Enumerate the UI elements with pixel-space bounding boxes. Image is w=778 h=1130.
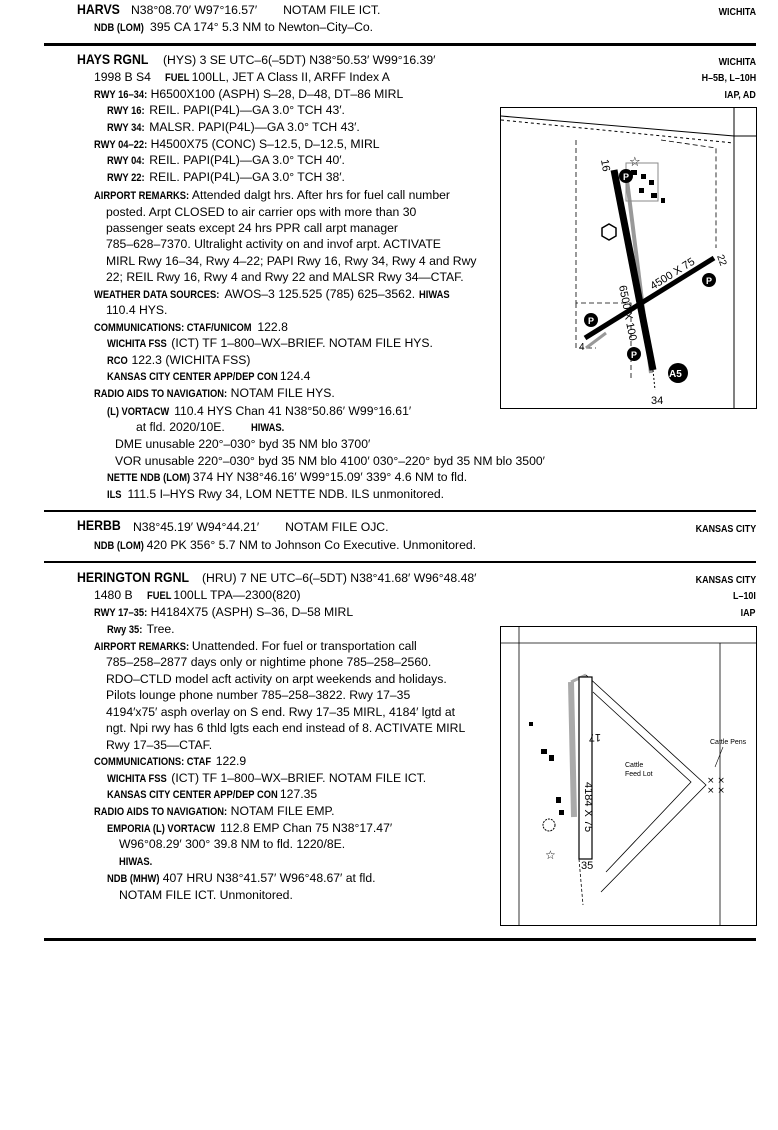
harvs-ndb-label: NDB (LOM)	[94, 22, 144, 34]
hays-rwy1634-label: RWY 16–34:	[94, 89, 148, 101]
hays-name-wrap	[77, 51, 158, 69]
herington-rwy1735	[94, 605, 353, 621]
hays-fuel-label: FUEL	[164, 72, 190, 84]
herington-remarks-line: ngt. Npi rwy has 6 thld lgts each end instead of 8. ACTIVATE MIRL	[106, 721, 466, 735]
herbb-ndb-line	[94, 538, 476, 554]
hays-remarks-text: Attended dalgt hrs. After hrs for fuel call number	[191, 188, 450, 202]
herington-name-wrap	[77, 569, 204, 587]
herbb-ndb-text: 420 PK 356° 5.7 NM to Johnson Co Executive. Unmonitored.	[146, 538, 477, 552]
runway-34-label: 34	[651, 395, 664, 407]
hays-kc-label: KANSAS CITY CENTER APP/DEP CON	[107, 371, 278, 383]
hays-vor: VOR unusable 220°–030° byd 35 NM blo 4100′ 030°–220° byd 35 NM blo 3500′	[115, 454, 545, 468]
hays-dme: DME unusable 220°–030° byd 35 NM blo 3700′	[115, 437, 371, 451]
runway-22-label: 22	[714, 253, 729, 268]
hays-fss-label: WICHITA FSS	[107, 338, 167, 350]
runway-dimensions: 4184 X 75	[582, 782, 594, 833]
hays-remarks-line: posted. Arpt CLOSED to air carrier ops with more than 30	[106, 205, 417, 219]
leader-line	[715, 747, 723, 767]
hays-airport-diagram	[500, 107, 757, 409]
hays-radio	[94, 386, 335, 402]
runway-16-label: 16	[598, 158, 612, 173]
hays-vortac-text: 110.4 HYS Chan 41 N38°50.86′ W99°16.61′	[174, 404, 412, 418]
hays-vortac	[107, 404, 411, 420]
hays-rwy04-text: REIL. PAPI(P4L)—GA 3.0° TCH 40′.	[149, 153, 345, 167]
hays-rwy34-label: RWY 34:	[107, 122, 145, 134]
segmented-circle-icon	[543, 819, 555, 831]
hays-vortac-fld: at fld. 2020/10E.	[136, 420, 225, 434]
herington-elev-info: 1480 B	[94, 588, 133, 602]
beacon-icon: ☆	[629, 155, 641, 170]
herington-remarks-line: 785–258–2877 days only or nightime phone 785–258–2560.	[106, 655, 432, 669]
building	[639, 188, 644, 193]
herington-fss-label: WICHITA FSS	[107, 773, 167, 785]
hays-nette-label: NETTE NDB (LOM)	[107, 472, 191, 484]
hays-fuel-text: 100LL, JET A Class II, ARFF Index A	[191, 70, 390, 84]
herbb-ndb-label: NDB (LOM)	[94, 540, 144, 552]
hays-rwy04	[107, 153, 345, 169]
taxiway	[571, 682, 574, 817]
herington-radio-text: NOTAM FILE EMP.	[230, 804, 335, 818]
hays-fss	[107, 336, 433, 352]
herington-comm-text: 122.9	[215, 754, 247, 768]
harvs-entry	[77, 1, 126, 19]
herington-fss	[107, 771, 426, 787]
hays-rwy34-text: MALSR. PAPI(P4L)—GA 3.0° TCH 43′.	[149, 120, 360, 134]
herington-fss-text: (ICT) TF 1–800–WX–BRIEF. NOTAM FILE ICT.	[171, 771, 427, 785]
herington-rwy1735-text: H4184X75 (ASPH) S–36, D–58 MIRL	[150, 605, 354, 619]
herington-radio	[94, 804, 335, 820]
herington-center: KANSAS CITY	[695, 574, 756, 586]
herington-chart1: L–10I	[733, 590, 756, 602]
herington-airport-diagram	[500, 626, 757, 926]
hays-rco-label: RCO	[107, 355, 128, 367]
hays-radio-text: NOTAM FILE HYS.	[230, 386, 335, 400]
herington-emporia-hiwas: HIWAS.	[119, 856, 153, 868]
building	[541, 749, 547, 754]
herbb-name: HERBB	[77, 517, 121, 533]
herington-diagram-svg	[501, 627, 756, 925]
fence-boundary	[593, 692, 691, 872]
herington-emporia-hiwas-wrap	[119, 854, 158, 870]
harvs-coords: N38°08.70′ W97°16.57′	[131, 3, 258, 17]
harvs-name: HARVS	[77, 1, 120, 17]
hays-chart2: IAP, AD	[724, 89, 756, 101]
harvs-ndb-line	[94, 20, 373, 36]
hays-rwy22	[107, 170, 345, 186]
hays-comm-label: COMMUNICATIONS: CTAF/UNICOM	[94, 322, 252, 334]
runway-17-label: 17	[588, 731, 601, 743]
runway-16-34-dimensions: 6500 X 100	[616, 284, 639, 342]
herington-emporia	[107, 821, 392, 837]
approach-lights	[653, 370, 655, 390]
herington-comm	[94, 754, 246, 770]
hays-weather	[94, 287, 455, 303]
harvs-notam: NOTAM FILE ICT.	[283, 3, 381, 17]
hays-comm	[94, 320, 288, 336]
section-divider	[44, 510, 756, 512]
hays-rwy0422-label: RWY 04–22:	[94, 139, 148, 151]
hays-rwy22-label: RWY 22:	[107, 172, 145, 184]
hays-diagram-svg	[501, 108, 756, 408]
hays-chart1: H–5B, L–10H	[701, 72, 756, 84]
section-divider	[44, 938, 756, 941]
hays-rco	[107, 353, 250, 369]
vortac-icon	[602, 224, 616, 240]
harvs-ndb-text: 395 CA 174° 5.3 NM to Newton–City–Co.	[150, 20, 374, 34]
herington-fuel-label: FUEL	[146, 590, 172, 602]
herington-line2	[94, 588, 301, 604]
parking-letter: P	[623, 172, 630, 182]
herington-remarks-label: AIRPORT REMARKS:	[94, 641, 190, 653]
hays-ils-label: ILS	[107, 489, 122, 501]
hays-weather-text: AWOS–3 125.525 (785) 625–3562.	[224, 287, 416, 301]
hays-vortac-fld-line	[136, 420, 290, 436]
fence-boundary	[661, 140, 716, 248]
hays-kc	[107, 369, 310, 385]
cattle-pen-mark: × ×	[707, 776, 725, 786]
railroad-line	[501, 120, 734, 143]
hays-vortac-hiwas: HIWAS.	[250, 422, 285, 434]
fence-boundary	[586, 675, 706, 892]
herbb-notam: NOTAM FILE OJC.	[285, 520, 389, 534]
hays-rwy22-text: REIL. PAPI(P4L)—GA 3.0° TCH 38′.	[149, 170, 345, 184]
hays-rwy0422	[94, 137, 380, 153]
herington-kc-label: KANSAS CITY CENTER APP/DEP CON	[107, 789, 278, 801]
section-divider	[44, 43, 756, 46]
hays-kc-text: 124.4	[279, 369, 311, 383]
herington-remarks-text: Unattended. For fuel or transportation call	[191, 639, 417, 653]
harvs-coords-line	[131, 3, 380, 18]
feed-lot-label: Cattle	[625, 762, 644, 769]
hays-remarks-line: passenger seats except 24 hrs PPR call arpt manager	[106, 221, 398, 235]
herbb-coords: N38°45.19′ W94°44.21′	[133, 520, 260, 534]
herington-remarks-line0	[94, 639, 417, 655]
hays-comm-text: 122.8	[257, 320, 288, 334]
hays-rwy16-text: REIL. PAPI(P4L)—GA 3.0° TCH 43′.	[149, 103, 345, 117]
hays-rwy04-label: RWY 04:	[107, 155, 145, 167]
hays-remarks-line: 785–628–7370. Ultralight activity on and invof arpt. ACTIVATE	[106, 237, 441, 251]
hays-line2	[94, 70, 390, 86]
herington-chart2: IAP	[741, 607, 756, 619]
herington-remarks-line: 4194′x75′ asph overlay on S end. Rwy 17–35 MIRL, 4184′ lgtd at	[106, 705, 456, 719]
parking-letter: P	[706, 276, 713, 286]
hays-center: WICHITA	[718, 56, 756, 68]
hays-rwy1634-text: H6500X100 (ASPH) S–28, D–48, DT–86 MIRL	[150, 87, 404, 101]
hays-rco-text: 122.3 (WICHITA FSS)	[131, 353, 251, 367]
building	[641, 174, 646, 179]
hays-remarks-label: AIRPORT REMARKS:	[94, 190, 190, 202]
herington-ndb-line2: NOTAM FILE ICT. Unmonitored.	[119, 888, 293, 902]
hays-remarks-line: MIRL Rwy 16–34, Rwy 4–22; PAPI Rwy 16, Rwy 34, Rwy 4 and Rwy	[106, 254, 477, 268]
herington-radio-label: RADIO AIDS TO NAVIGATION:	[94, 806, 228, 818]
herington-ndb-text: 407 HRU N38°41.57′ W96°48.67′ at fld.	[162, 871, 376, 885]
herington-kc-text: 127.35	[279, 787, 318, 801]
hays-rwy16	[107, 103, 345, 119]
herington-info: (HRU) 7 NE UTC–6(–5DT) N38°41.68′ W96°48.48′	[202, 571, 477, 585]
hays-rwy1634	[94, 87, 403, 103]
hays-ils	[107, 487, 444, 503]
herington-rwy35	[107, 622, 175, 638]
hays-name: HAYS RGNL	[77, 51, 149, 67]
herington-ndb-label: NDB (MHW)	[107, 873, 160, 885]
hays-rwy34	[107, 120, 360, 136]
hays-remarks-line: 22; REIL Rwy 16, Rwy 4 and Rwy 22 and MALSR Rwy 34—CTAF.	[106, 270, 464, 284]
herington-comm-label: COMMUNICATIONS: CTAF	[94, 756, 212, 768]
hays-elev-info: 1998 B S4	[94, 70, 151, 84]
harvs-center: WICHITA	[718, 6, 756, 18]
hays-vortac-label: (L) VORTACW	[107, 406, 170, 418]
building	[549, 755, 554, 761]
parking-letter: P	[588, 316, 595, 326]
herington-remarks-line: Pilots lounge phone number 785–258–3822. Rwy 17–35	[106, 688, 411, 702]
herington-ndb	[107, 871, 376, 887]
parking-letter: P	[631, 350, 638, 360]
hays-nette	[107, 470, 467, 486]
runway-04-22-dimensions: 4500 X 75	[648, 255, 698, 293]
herington-kc	[107, 787, 317, 803]
beacon-icon: ☆	[545, 848, 556, 862]
arff-label: A5	[669, 369, 682, 380]
building	[529, 722, 533, 726]
road-line	[501, 116, 734, 136]
herington-emporia-label: EMPORIA (L) VORTACW	[107, 823, 216, 835]
hays-nette-text: 374 HY N38°46.16′ W99°15.09′ 339° 4.6 NM to fld.	[192, 470, 468, 484]
building	[651, 193, 657, 198]
herington-emporia-line2: W96°08.29′ 300° 39.8 NM to fld. 1220/8E.	[119, 837, 346, 851]
herington-fuel-text: 100LL TPA—2300(820)	[173, 588, 301, 602]
herington-emporia-text: 112.8 EMP Chan 75 N38°17.47′	[220, 821, 393, 835]
cattle-pen-mark: × ×	[707, 786, 725, 796]
cattle-pens-label: Cattle Pens	[710, 739, 747, 746]
building	[556, 797, 561, 803]
building	[661, 198, 665, 203]
herington-rwy1735-label: RWY 17–35:	[94, 607, 148, 619]
hays-weather-label: WEATHER DATA SOURCES:	[94, 289, 220, 301]
hays-rwy16-label: RWY 16:	[107, 105, 145, 117]
herbb-name-wrap	[77, 517, 127, 535]
herington-remarks-line: RDO–CTLD model acft activity on arpt weekends and holidays.	[106, 672, 447, 686]
runway-04-22	[585, 255, 714, 338]
hays-hiwas-text: 110.4 HYS.	[106, 303, 168, 317]
herbb-center: KANSAS CITY	[695, 523, 756, 535]
hays-fss-text: (ICT) TF 1–800–WX–BRIEF. NOTAM FILE HYS.	[171, 336, 433, 350]
section-divider	[44, 561, 756, 563]
hays-ils-text: 111.5 I–HYS Rwy 34, LOM NETTE NDB. ILS unmonitored.	[127, 487, 445, 501]
herington-remarks-line: Rwy 17–35—CTAF.	[106, 738, 213, 752]
building	[559, 810, 564, 815]
herington-rwy35-label: Rwy 35:	[107, 624, 143, 636]
hays-hiwas-label: HIWAS	[418, 289, 450, 301]
feed-lot-label: Feed Lot	[625, 771, 653, 778]
hays-radio-label: RADIO AIDS TO NAVIGATION:	[94, 388, 228, 400]
herington-rwy35-text: Tree.	[146, 622, 175, 636]
herington-name: HERINGTON RGNL	[77, 569, 190, 585]
hays-rwy0422-text: H4500X75 (CONC) S–12.5, D–12.5, MIRL	[150, 137, 380, 151]
runway-04-label: 4	[579, 342, 585, 353]
hays-info: (HYS) 3 SE UTC–6(–5DT) N38°50.53′ W99°16.39′	[163, 53, 436, 67]
herbb-coords-line	[133, 520, 389, 535]
building	[649, 180, 654, 185]
runway-35-label: 35	[581, 860, 594, 872]
hays-remarks-line0	[94, 188, 450, 204]
